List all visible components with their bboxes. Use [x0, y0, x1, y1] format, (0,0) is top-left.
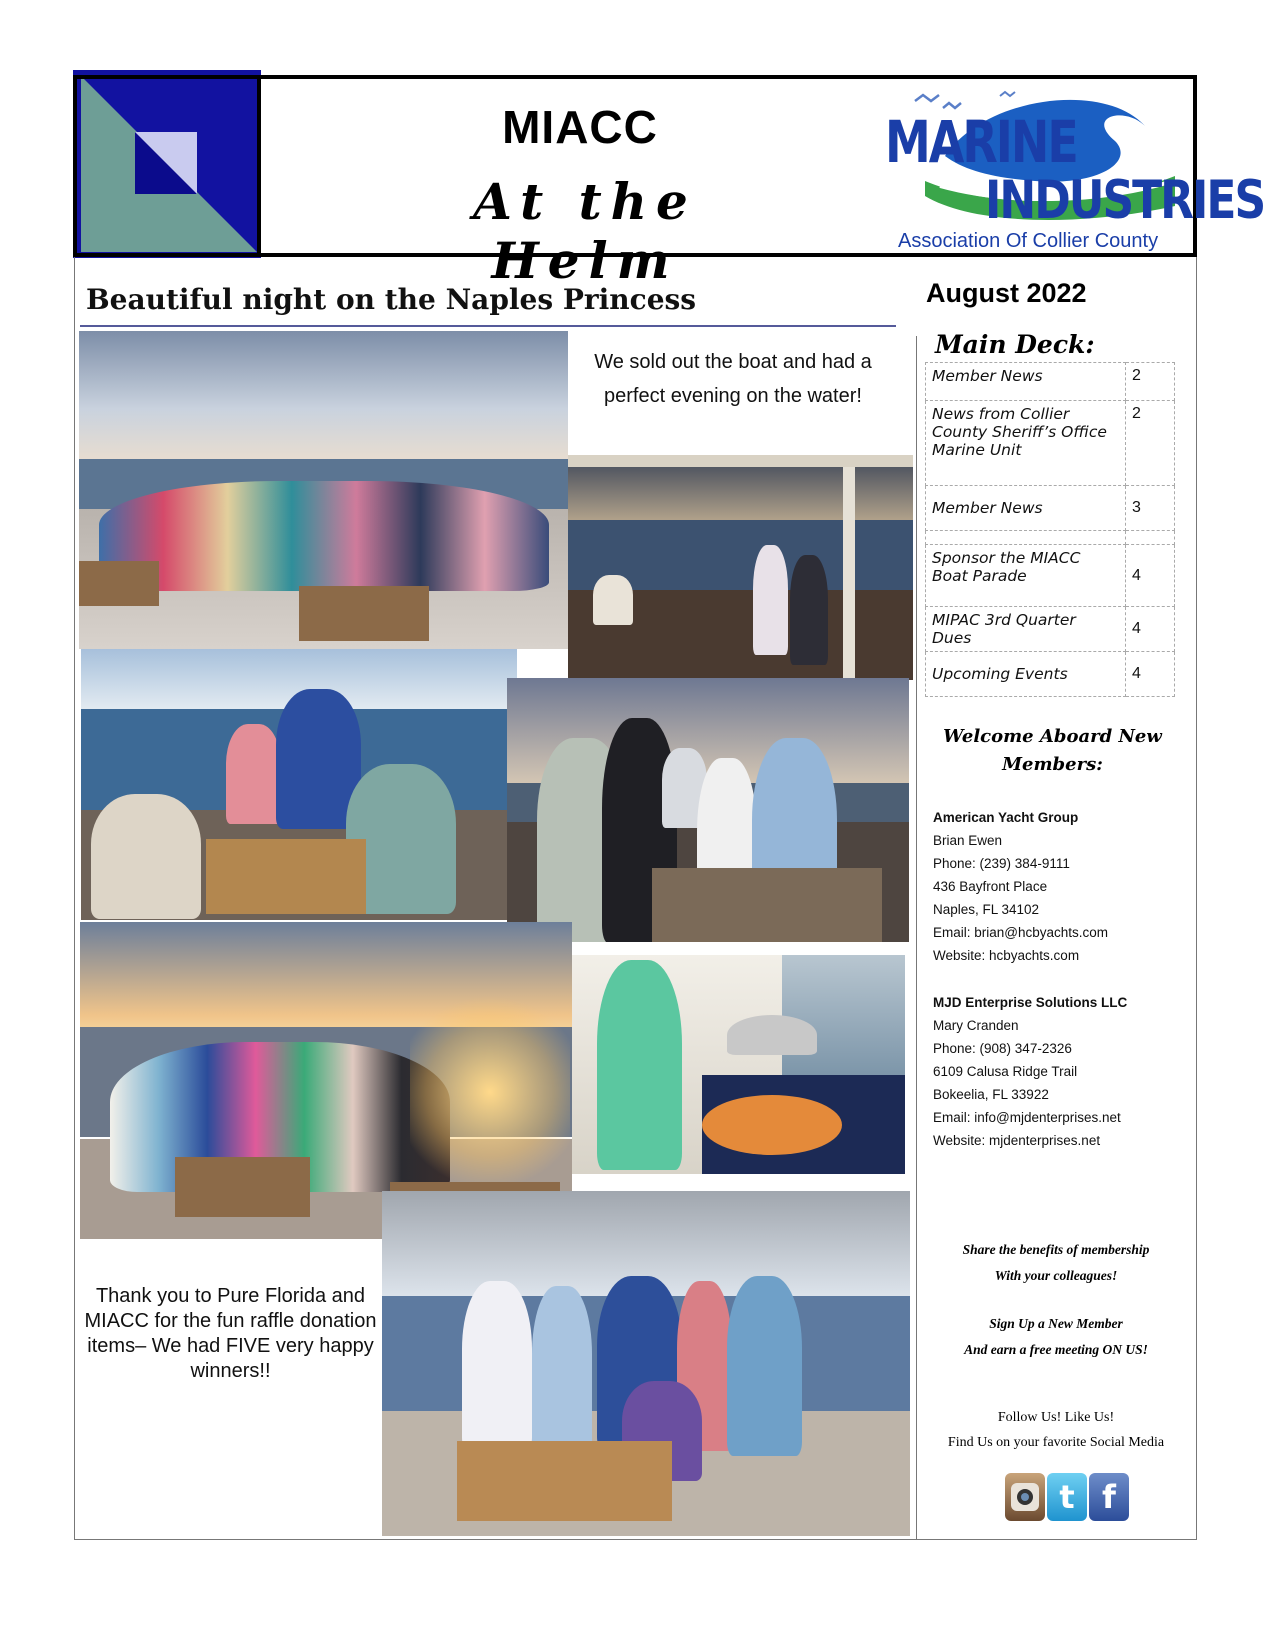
member-company: American Yacht Group — [933, 810, 1079, 825]
toc-row — [926, 545, 1175, 607]
photo-railing-group — [382, 1191, 910, 1536]
member-address: 6109 Calusa Ridge Trail — [933, 1064, 1078, 1079]
photo-family — [507, 678, 909, 942]
instagram-icon[interactable] — [1005, 1473, 1045, 1521]
article-headline: Beautiful night on the Naples Princess — [86, 283, 697, 316]
toc-item-title: Member News — [926, 486, 1126, 531]
logo-tagline: Association Of Collier County — [898, 230, 1159, 252]
member-phone: Phone: (908) 347-2326 — [933, 1041, 1072, 1056]
member-website: Website: mjdenterprises.net — [933, 1133, 1101, 1148]
promo-signup — [926, 1311, 1186, 1363]
promo-signup-line1: Sign Up a New Member — [989, 1316, 1123, 1331]
toc-item-page: 2 — [1126, 363, 1175, 401]
toc-item-page: 4 — [1126, 545, 1175, 607]
masthead-subtitle: At the Helm — [473, 172, 697, 290]
social-follow-text: Follow Us! Like Us! — [997, 1410, 1115, 1425]
toc-item-page: 4 — [1126, 607, 1175, 652]
member-email: Email: brian@hcbyachts.com — [933, 925, 1109, 940]
toc-item-page: 2 — [1126, 401, 1175, 486]
member-phone: Phone: (239) 384-9111 — [933, 856, 1070, 871]
masthead-title: MIACC — [502, 101, 658, 153]
member-city: Naples, FL 34102 — [933, 902, 1040, 917]
member-contact: Mary Cranden — [933, 1018, 1019, 1033]
member-company: MJD Enterprise Solutions LLC — [933, 995, 1128, 1010]
toc-item-title: Member News — [926, 363, 1126, 401]
member-email: Email: info@mjdenterprises.net — [933, 1110, 1121, 1125]
facebook-icon[interactable]: f — [1089, 1473, 1129, 1521]
toc-row — [926, 363, 1175, 401]
headline-rule — [80, 325, 896, 327]
member-entry — [933, 806, 1108, 967]
page-frame-right — [1196, 257, 1197, 1540]
member-address: 436 Bayfront Place — [933, 879, 1048, 894]
photo-buffet — [572, 955, 905, 1174]
toc-item-title: MIPAC 3rd Quarter Dues — [926, 607, 1126, 652]
page-frame-left — [74, 257, 75, 1540]
page-frame-bottom — [74, 1539, 1197, 1540]
member-entry — [933, 991, 1127, 1152]
column-divider — [916, 336, 917, 1539]
member-city: Bokeelia, FL 33922 — [933, 1087, 1049, 1102]
toc-item-title: Sponsor the MIACC Boat Parade — [926, 545, 1126, 607]
twitter-icon[interactable]: t — [1047, 1473, 1087, 1521]
toc-item-title — [926, 531, 1126, 545]
logo-word-marine: MARINE — [885, 108, 1077, 176]
member-contact: Brian Ewen — [933, 833, 1003, 848]
toc-item-title: Upcoming Events — [926, 652, 1126, 697]
member-website: Website: hcbyachts.com — [933, 948, 1080, 963]
issue-date: August 2022 — [926, 278, 1087, 308]
welcome-title: Welcome Aboard New Members: — [943, 726, 1162, 775]
toc-row — [926, 652, 1175, 697]
logo-word-industries: INDUSTRIES — [985, 170, 1265, 232]
toc-item-title: News from Collier County Sheriff’s Office Marine Unit — [926, 401, 1126, 486]
toc-row — [926, 531, 1175, 545]
promo-share-line1: Share the benefits of membership — [962, 1242, 1150, 1257]
toc-row — [926, 607, 1175, 652]
promo-signup-line2: And earn a free meeting ON US! — [964, 1342, 1148, 1357]
photo-table-group — [81, 649, 517, 920]
photo-deck-view — [568, 455, 913, 680]
toc-row — [926, 486, 1175, 531]
caption-sold-out: We sold out the boat and had a perfect evening on the water! — [594, 351, 872, 407]
toc-row — [926, 401, 1175, 486]
toc-item-page — [1126, 531, 1175, 545]
caption-raffle: Thank you to Pure Florida and MIACC for the fun raffle donation items– We had FIVE very happy winners!! — [84, 1285, 377, 1382]
table-of-contents — [925, 362, 1175, 697]
photo-group-deck — [79, 331, 568, 649]
toc-item-page: 3 — [1126, 486, 1175, 531]
promo-share — [926, 1237, 1186, 1289]
toc-title: Main Deck: — [935, 330, 1095, 359]
toc-item-page: 4 — [1126, 652, 1175, 697]
masthead-divider — [257, 75, 261, 257]
promo-share-line2: With your colleagues! — [994, 1268, 1118, 1283]
social-find-text: Find Us on your favorite Social Media — [947, 1435, 1165, 1450]
